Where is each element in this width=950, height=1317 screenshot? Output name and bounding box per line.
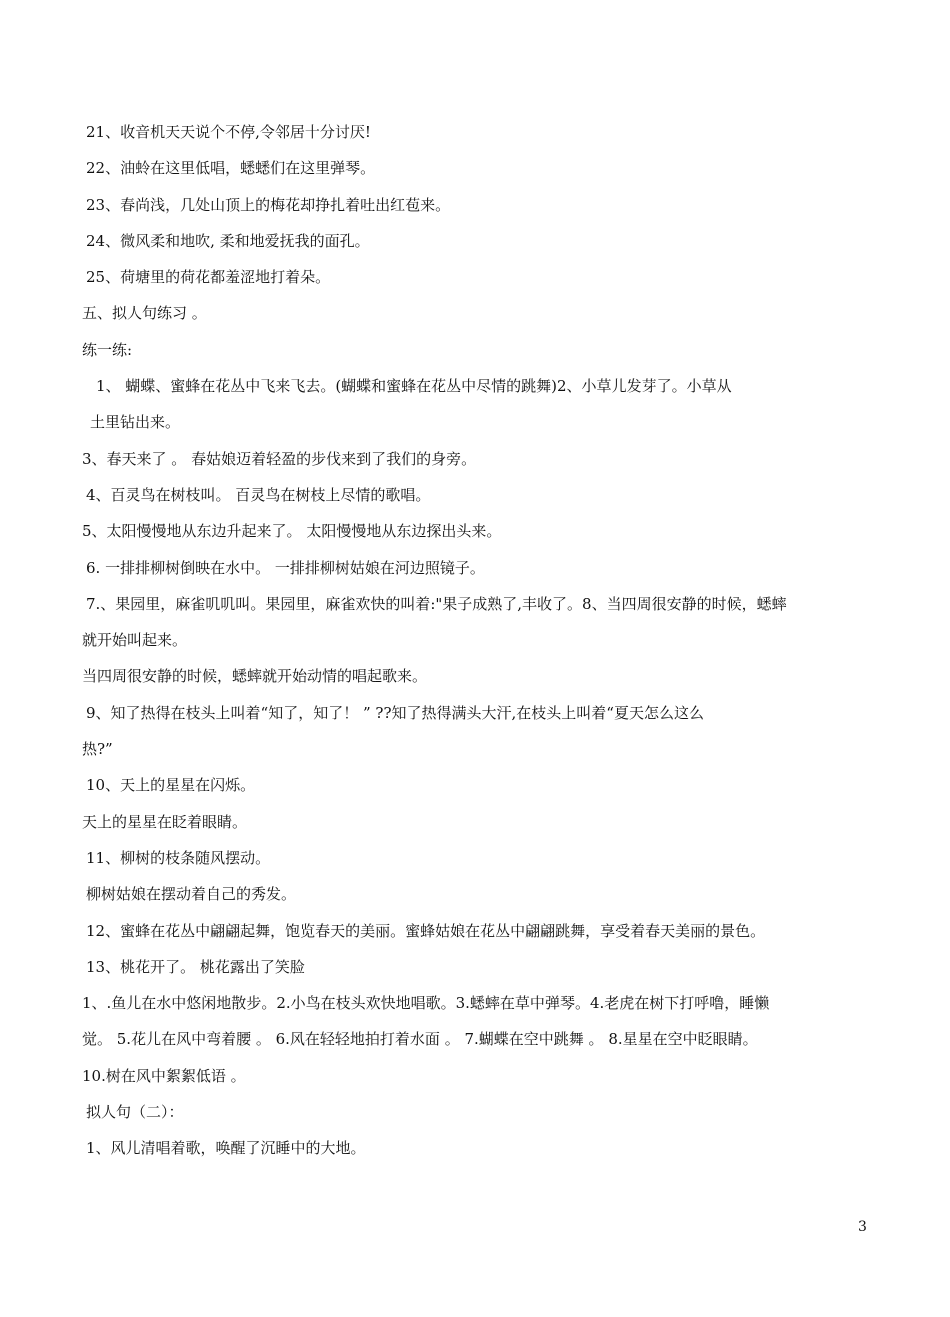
text-line: 11、柳树的枝条随风摆动。	[86, 848, 271, 867]
text-line: 22、油蛉在这里低唱，蟋蟋们在这里弹琴。	[86, 159, 376, 178]
text-line: 6. 一排排柳树倒映在水中。 一排排柳树姑娘在河边照镜子。	[86, 558, 485, 577]
text-line: 21、收音机天天说个不停,令邻居十分讨厌!	[86, 123, 371, 141]
text-line: 4、百灵鸟在树枝叫。 百灵鸟在树枝上尽情的歌唱。	[86, 485, 431, 504]
text-line: 1、风儿清唱着歌，唤醒了沉睡中的大地。	[86, 1139, 366, 1158]
section-heading: 五、拟人句练习 。	[82, 304, 207, 323]
text-line: 觉。 5.花儿在风中弯着腰 。 6.风在轻轻地拍打着水面 。 7.蝴蝶在空中跳舞 。 8.星星在空中眨眼睛。	[82, 1030, 758, 1049]
text-line: 12、蜜蜂在花丛中翩翩起舞，饱览春天的美丽。蜜蜂姑娘在花丛中翩翩跳舞，享受着春天美丽的景色。	[86, 921, 766, 940]
text-line: 就开始叫起来。	[82, 631, 188, 650]
text-line: 3、春天来了 。 春姑娘迈着轻盈的步伐来到了我们的身旁。	[82, 449, 477, 468]
text-line: 5、太阳慢慢地从东边升起来了。 太阳慢慢地从东边探出头来。	[82, 522, 502, 541]
text-line: 1、 蝴蝶、蜜蜂在花丛中飞来飞去。(蝴蝶和蜜蜂在花丛中尽情的跳舞)2、小草儿发芽了。小草从	[96, 377, 732, 396]
text-line: 土里钻出来。	[90, 413, 181, 432]
text-line: 10、天上的星星在闪烁。	[86, 776, 256, 795]
text-line: 10.树在风中絮絮低语 。	[82, 1066, 246, 1085]
text-line: 7.、果园里，麻雀叽叽叫。果园里，麻雀欢快的叫着:"果子成熟了,丰收了。8、当四周很安静的时候，蟋蟀	[86, 594, 787, 613]
text-line: 当四周很安静的时候，蟋蟀就开始动情的唱起歌来。	[82, 667, 428, 686]
section-heading: 拟人句（二）：	[86, 1103, 184, 1122]
text-line: 13、桃花开了。 桃花露出了笑脸	[86, 957, 305, 976]
text-line: 柳树姑娘在摆动着自己的秀发。	[86, 885, 297, 904]
text-line: 天上的星星在眨着眼睛。	[82, 812, 248, 831]
text-line: 23、春尚浅，几处山顶上的梅花却挣扎着吐出红苞来。	[86, 195, 451, 214]
text-line: 练一练:	[82, 340, 133, 359]
text-line: 24、微风柔和地吹, 柔和地爱抚我的面孔。	[86, 231, 370, 250]
text-line: 热?”	[82, 740, 113, 759]
text-line: 9、知了热得在枝头上叫着“知了，知了！ ” ??知了热得满头大汗,在枝头上叫着“夏天怎么这么	[86, 703, 704, 722]
document-body	[82, 122, 872, 1175]
text-line: 1、.鱼儿在水中悠闲地散步。2.小鸟在枝头欢快地唱歌。3.蟋蟀在草中弹琴。4.老虎在树下打呼噜，睡懒	[82, 994, 770, 1013]
text-line: 25、荷塘里的荷花都羞涩地打着朵。	[86, 268, 331, 287]
page-number: 3	[858, 1219, 867, 1235]
